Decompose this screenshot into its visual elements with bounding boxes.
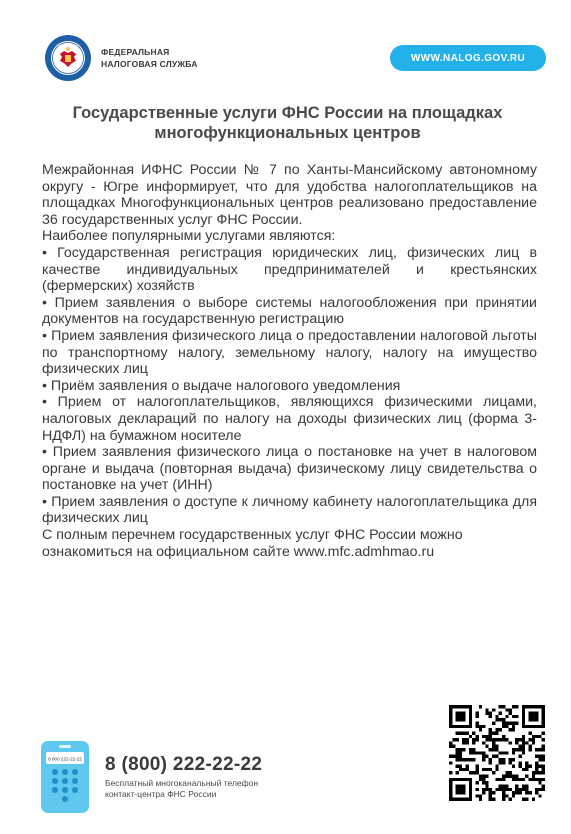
- fns-emblem-icon: [44, 34, 92, 82]
- list-item: • Приём заявления о выдаче налогового уведомления: [42, 377, 401, 394]
- list-item: • Прием заявления физического лица о предоставлении налоговой льготы по транспортному налогу, земельному налогу, налогу на имущество физических лиц: [42, 327, 537, 378]
- hotline-number[interactable]: 8 (800) 222-22-22: [105, 754, 263, 775]
- title-line1: Государственные услуги ФНС России на площадках: [72, 104, 503, 122]
- intro-paragraph: Межрайонная ИФНС России № 7 по Ханты-Мансийскому автономному округу - Югре информирует, что для удобства налогоплательщиков на площадках Многофункциональных центров реализовано предоставление 36 государственных услуг ФНС России.: [42, 162, 537, 228]
- list-item: • Государственная регистрация юридических лиц, физических лиц в качестве индивидуальных предпринимателей и крестьянских (фермерских) хозяйств: [42, 244, 537, 295]
- list-item: • Прием от налогоплательщиков, являющихся физическими лицами, налоговых деклараций по налогу на доходы физических лиц (форма 3-НДФЛ) на бумажном носителе: [42, 394, 537, 444]
- document-body: [42, 162, 537, 560]
- phone-icon: [40, 740, 90, 814]
- hotline-caption: [105, 778, 258, 800]
- list-item: • Прием заявления о выборе системы налогообложения при принятии документов на государственную регистрацию: [42, 294, 537, 328]
- page-title: [40, 103, 535, 143]
- org-name: [101, 46, 198, 70]
- org-name-line1: ФЕДЕРАЛЬНАЯ: [101, 47, 170, 57]
- org-name-line2: НАЛОГОВАЯ СЛУЖБА: [101, 59, 198, 69]
- title-line2: многофункциональных центров: [154, 124, 421, 142]
- website-link[interactable]: WWW.NALOG.GOV.RU: [390, 45, 546, 71]
- list-item: • Прием заявления о доступе к личному кабинету налогоплательщика для физических лиц: [42, 493, 537, 527]
- outro-paragraph: С полным перечнем государственных услуг ФНС России можно ознакомиться на официальном сайте www.mfc.admhmao.ru: [42, 527, 463, 560]
- popular-heading: Наиболее популярными услугами являются:: [42, 228, 336, 245]
- qr-code-icon[interactable]: [449, 705, 545, 801]
- phone-icon-number: 8 800 222-22-22: [48, 756, 82, 762]
- list-item: • Прием заявления физического лица о постановке на учет в налоговом органе и выдача (повторная выдача) физическому лицу свидетельства о постановке на учет (ИНН): [42, 444, 537, 494]
- hotline-caption-line1: Бесплатный многоканальный телефон: [105, 778, 259, 788]
- hotline-caption-line2: контакт-центра ФНС России: [105, 789, 217, 799]
- page-header: [0, 0, 571, 110]
